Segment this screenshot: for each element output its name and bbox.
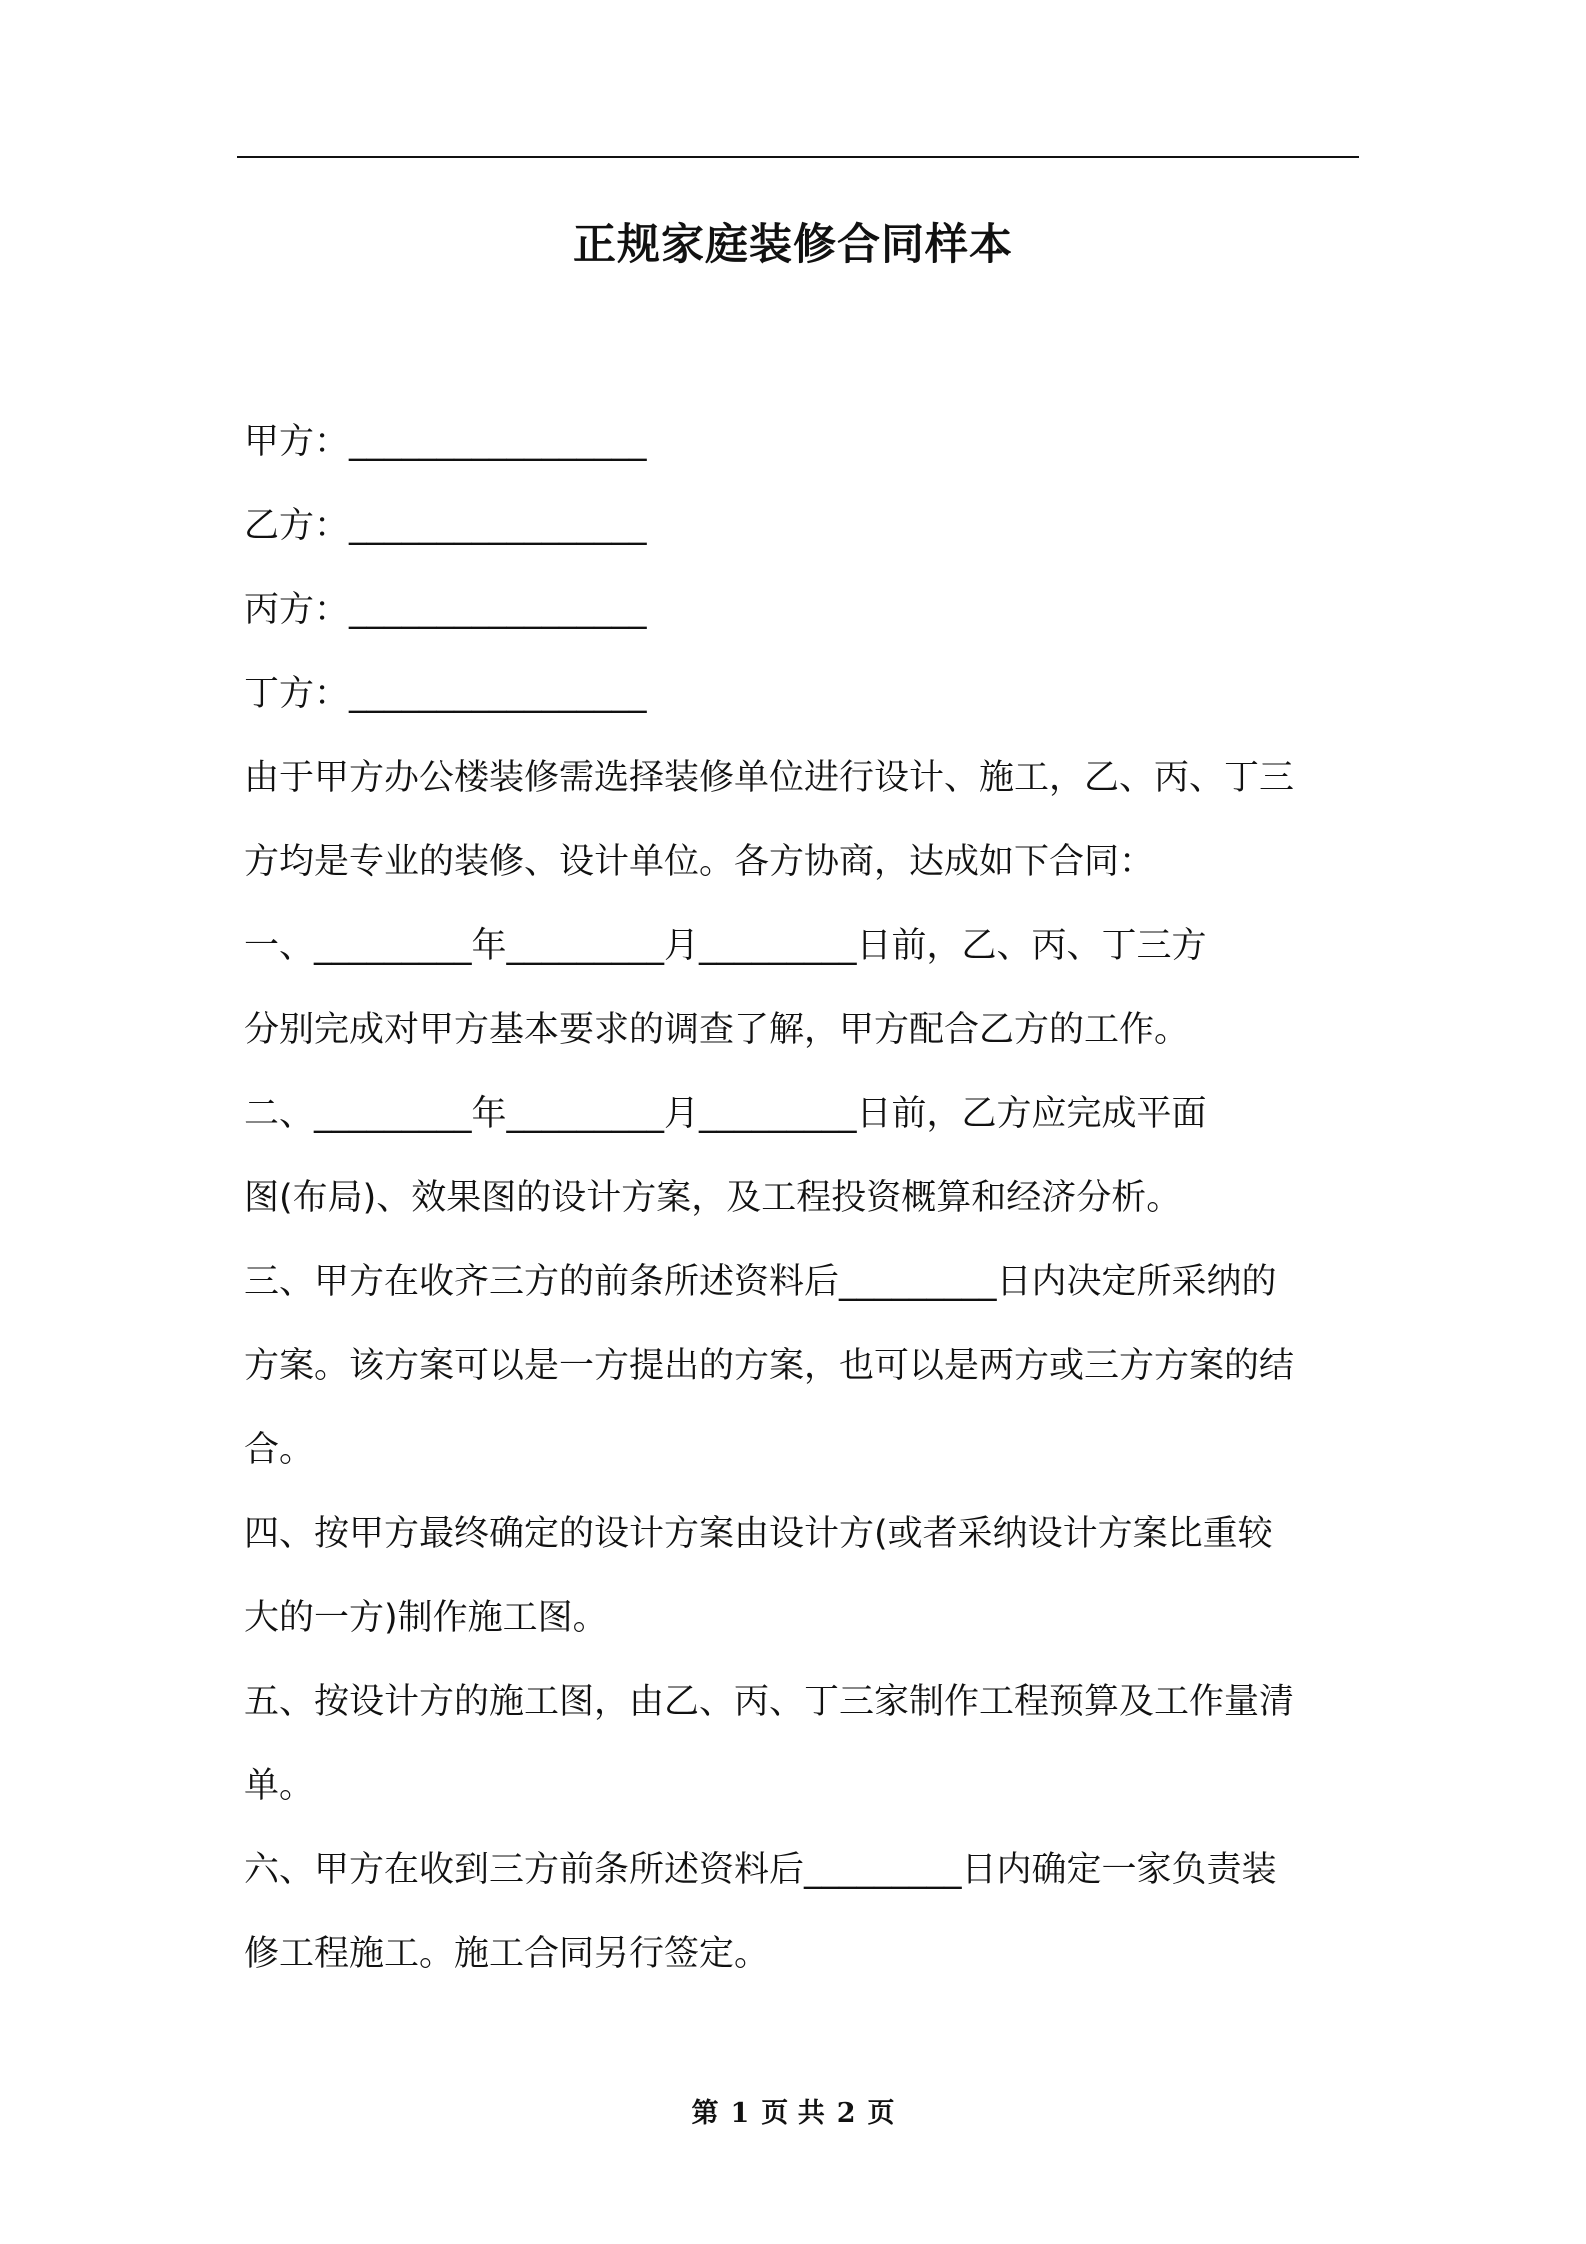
page-total-number: 2: [836, 2098, 856, 2129]
clause-3-line: 合。: [244, 1430, 315, 1470]
party-d-line: 丁方：_________________: [244, 674, 647, 714]
page-label-prefix: 第: [691, 2098, 719, 2129]
clause-1-line: 分别完成对甲方基本要求的调查了解，甲方配合乙方的工作。: [244, 1010, 1190, 1050]
party-b-line: 乙方：_________________: [244, 506, 647, 546]
clause-3-line: 方案。该方案可以是一方提出的方案，也可以是两方或三方方案的结: [244, 1346, 1295, 1386]
document-body: [244, 400, 1356, 1996]
clause-2-line: 二、_________年_________月_________日前，乙方应完成平面: [244, 1094, 1207, 1134]
page-label-suffix: 页: [867, 2098, 895, 2129]
page-current-number: 1: [730, 2098, 750, 2129]
clause-4-line: 大的一方)制作施工图。: [244, 1598, 608, 1638]
document-title: 正规家庭装修合同样本: [573, 220, 1013, 270]
clause-5-line: 五、按设计方的施工图，由乙、丙、丁三家制作工程预算及工作量清: [244, 1682, 1295, 1722]
page-footer: [0, 2094, 1586, 2134]
page-label-mid: 页 共: [761, 2098, 825, 2129]
preamble-line: 方均是专业的装修、设计单位。各方协商，达成如下合同：: [244, 842, 1155, 882]
clause-5-line: 单。: [244, 1766, 315, 1806]
party-a-line: 甲方：_________________: [244, 422, 647, 462]
clause-6-line: 六、甲方在收到三方前条所述资料后_________日内确定一家负责装: [244, 1850, 1277, 1890]
clause-4-line: 四、按甲方最终确定的设计方案由设计方(或者采纳设计方案比重较: [244, 1514, 1273, 1554]
clause-3-line: 三、甲方在收齐三方的前条所述资料后_________日内决定所采纳的: [244, 1262, 1277, 1302]
header-rule: [237, 156, 1359, 158]
preamble-line: 由于甲方办公楼装修需选择装修单位进行设计、施工，乙、丙、丁三: [244, 758, 1295, 798]
clause-1-line: 一、_________年_________月_________日前，乙、丙、丁三方: [244, 926, 1207, 966]
clause-6-line: 修工程施工。施工合同另行签定。: [244, 1934, 770, 1974]
party-c-line: 丙方：_________________: [244, 590, 647, 630]
clause-2-line: 图(布局)、效果图的设计方案，及工程投资概算和经济分析。: [244, 1178, 1182, 1218]
